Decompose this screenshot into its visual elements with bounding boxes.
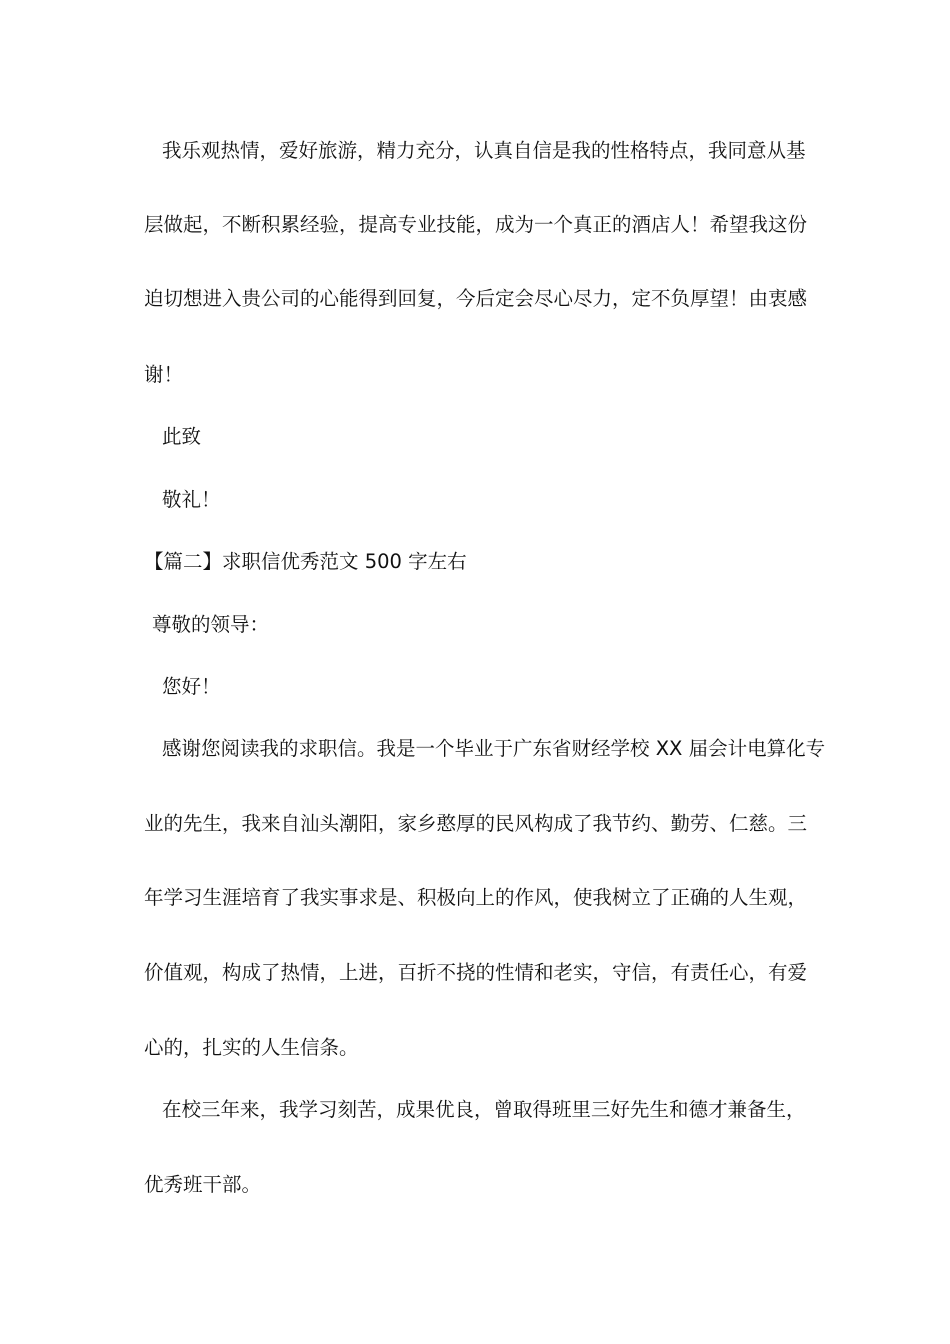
paragraph-2-line-2: 业的先生，我来自汕头潮阳，家乡憨厚的民风构成了我节约、勤劳、仁慈。三 — [144, 812, 808, 835]
paragraph-1-line-3: 迫切想进入贵公司的心能得到回复，今后定会尽心尽力，定不负厚望！由衷感 — [144, 287, 808, 310]
paragraph-2-line-4: 价值观，构成了热情，上进，百折不挠的性情和老实，守信，有责任心，有爱 — [144, 961, 808, 984]
section-heading: 【篇二】求职信优秀范文 500 字左右 — [144, 550, 467, 573]
paragraph-3-line-1: 在校三年来，我学习刻苦，成果优良，曾取得班里三好先生和德才兼备生， — [162, 1098, 806, 1121]
paragraph-1-line-4: 谢！ — [144, 363, 184, 386]
salutation: 尊敬的领导： — [152, 613, 270, 636]
paragraph-2-line-3: 年学习生涯培育了我实事求是、积极向上的作风，使我树立了正确的人生观， — [144, 886, 808, 909]
greeting: 您好！ — [162, 675, 221, 698]
closing-ci-zhi: 此致 — [162, 425, 202, 448]
paragraph-1-line-1: 我乐观热情，爱好旅游，精力充分，认真自信是我的性格特点，我同意从基 — [162, 139, 806, 162]
paragraph-2-line-1: 感谢您阅读我的求职信。我是一个毕业于广东省财经学校 XX 届会计电算化专 — [162, 737, 826, 760]
paragraph-1-line-2: 层做起，不断积累经验，提高专业技能，成为一个真正的酒店人！希望我这份 — [144, 213, 808, 236]
paragraph-2-line-5: 心的，扎实的人生信条。 — [144, 1036, 359, 1059]
paragraph-3-line-2: 优秀班干部。 — [144, 1173, 262, 1196]
closing-jing-li: 敬礼！ — [162, 488, 221, 511]
